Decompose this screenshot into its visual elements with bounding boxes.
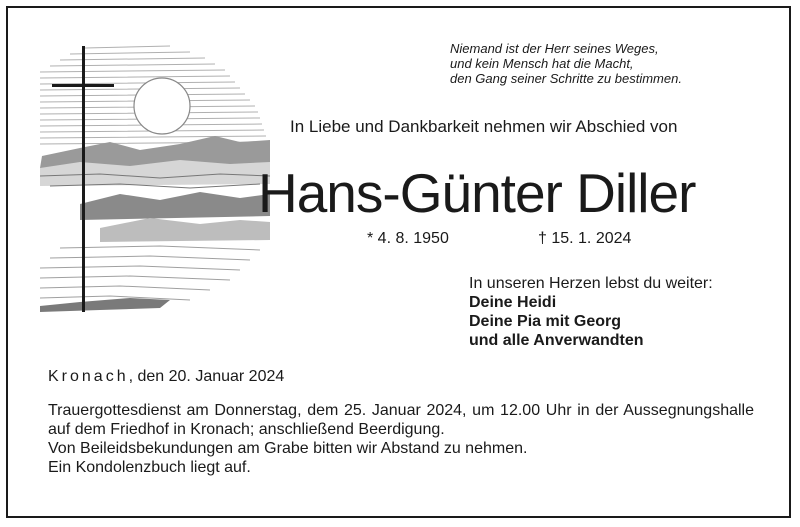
condolence-note: Von Beileidsbekundungen am Grabe bitten wir Abstand zu nehmen. — [48, 440, 528, 457]
sun-shape — [134, 78, 190, 134]
motto-line: und kein Mensch hat die Macht, — [450, 56, 634, 71]
mourner-name: und alle Anverwandten — [469, 332, 644, 349]
condolence-book-note: Ein Kondolenzbuch liegt auf. — [48, 459, 251, 476]
mourner-name: Deine Heidi — [469, 294, 557, 311]
death-date: † 15. 1. 2024 — [538, 230, 632, 247]
cross-landscape-illustration — [40, 44, 272, 312]
motto-line: den Gang seiner Schritte zu bestimmen. — [450, 71, 682, 86]
farewell-intro: In Liebe und Dankbarkeit nehmen wir Abschied von — [290, 117, 678, 136]
place-date-line — [48, 368, 284, 386]
deceased-name: Hans-Günter Diller — [258, 162, 696, 224]
service-paragraph: Trauergottesdienst am Donnerstag, dem 25. Januar 2024, um 12.00 Uhr in der Aussegnungshalle auf dem Friedhof in Kronach; anschließend Beerdigung. — [48, 402, 754, 438]
motto-quote — [450, 41, 750, 86]
mourner-name: Deine Pia mit Georg — [469, 313, 622, 330]
birth-date: * 4. 8. 1950 — [367, 230, 449, 247]
place-city: Kronach — [48, 368, 129, 385]
mourners-intro: In unseren Herzen lebst du weiter: — [469, 275, 713, 292]
service-info — [48, 401, 754, 477]
motto-line: Niemand ist der Herr seines Weges, — [450, 41, 659, 56]
place-date: , den 20. Januar 2024 — [128, 368, 285, 385]
mourners-block — [469, 274, 713, 350]
